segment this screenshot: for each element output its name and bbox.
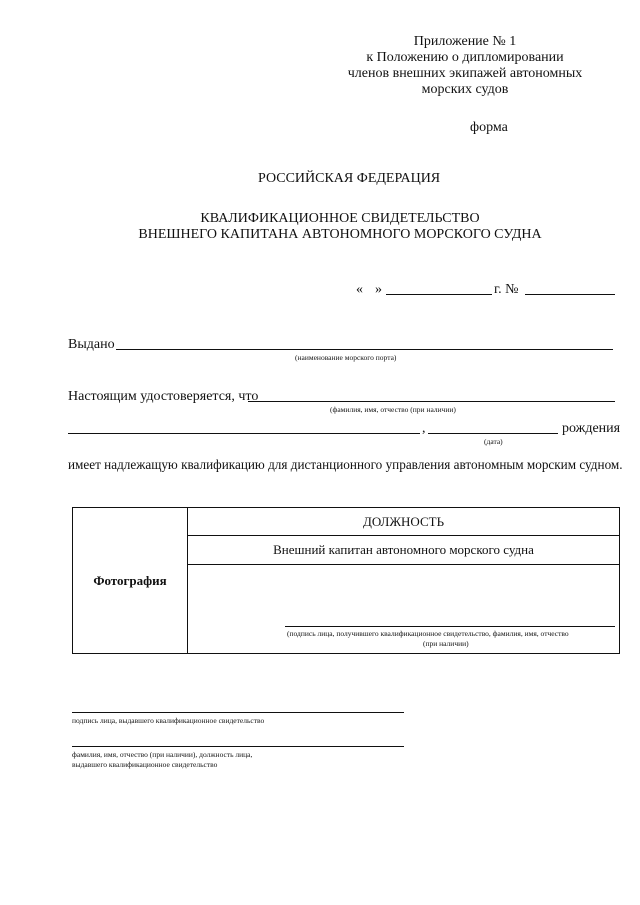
- fullname-field[interactable]: [248, 401, 615, 402]
- number-field[interactable]: [525, 294, 615, 295]
- holder-signature-caption-1: (подпись лица, получившего квалификационное свидетельство, фамилия, имя, отчество: [287, 629, 569, 638]
- year-number-label: г. №: [494, 282, 519, 297]
- position-value: Внешний капитан автономного морского судна: [273, 542, 534, 557]
- comma: ,: [422, 421, 426, 436]
- port-field[interactable]: [116, 349, 613, 350]
- issuer-signature-field[interactable]: [72, 712, 404, 713]
- form-label: форма: [470, 120, 508, 135]
- title-line-2: ВНЕШНЕГО КАПИТАНА АВТОНОМНОГО МОРСКОГО СУДНА: [138, 227, 542, 242]
- certify-label: Настоящим удостоверяется, что: [68, 389, 259, 404]
- qualification-statement: имеет надлежащую квалификацию для дистанционного управления автономным морским судном.: [68, 457, 623, 472]
- port-caption: (наименование морского порта): [295, 353, 397, 362]
- fullname-continuation-field[interactable]: [68, 433, 420, 434]
- appendix-ref-1: к Положению о дипломировании: [366, 50, 564, 65]
- issuer-name-caption-1: фамилия, имя, отчество (при наличии), должность лица,: [72, 750, 253, 759]
- country-heading: РОССИЙСКАЯ ФЕДЕРАЦИЯ: [258, 171, 441, 186]
- holder-signature-field[interactable]: [285, 626, 615, 627]
- fullname-caption: (фамилия, имя, отчество (при наличии): [330, 405, 456, 414]
- certificate-table: [72, 507, 620, 654]
- date-field[interactable]: [386, 294, 492, 295]
- issuer-signature-caption: подпись лица, выдавшего квалификационное свидетельство: [72, 716, 265, 725]
- issuer-name-field[interactable]: [72, 746, 404, 747]
- appendix-ref-2: членов внешних экипажей автономных: [347, 66, 583, 81]
- position-header: ДОЛЖНОСТЬ: [362, 514, 445, 529]
- holder-signature-caption-2: (при наличии): [423, 639, 469, 648]
- photo-cell: [73, 508, 188, 653]
- issued-label: Выдано: [68, 337, 115, 352]
- table-divider-1: [188, 535, 619, 536]
- birthdate-caption: (дата): [484, 437, 503, 446]
- document-title: [0, 211, 640, 243]
- issuer-name-caption-2: выдавшего квалификационное свидетельство: [72, 760, 218, 769]
- table-divider-2: [188, 564, 619, 565]
- title-line-1: КВАЛИФИКАЦИОННОЕ СВИДЕТЕЛЬСТВО: [200, 211, 480, 226]
- photo-label: Фотография: [93, 573, 167, 588]
- date-quote-close: »: [375, 282, 382, 297]
- appendix-block: [315, 34, 615, 98]
- date-quote-open: «: [356, 282, 363, 297]
- birthdate-field[interactable]: [428, 433, 558, 434]
- appendix-ref-3: морских судов: [421, 82, 509, 97]
- birth-label: рождения: [562, 421, 621, 436]
- appendix-number: Приложение № 1: [413, 34, 517, 49]
